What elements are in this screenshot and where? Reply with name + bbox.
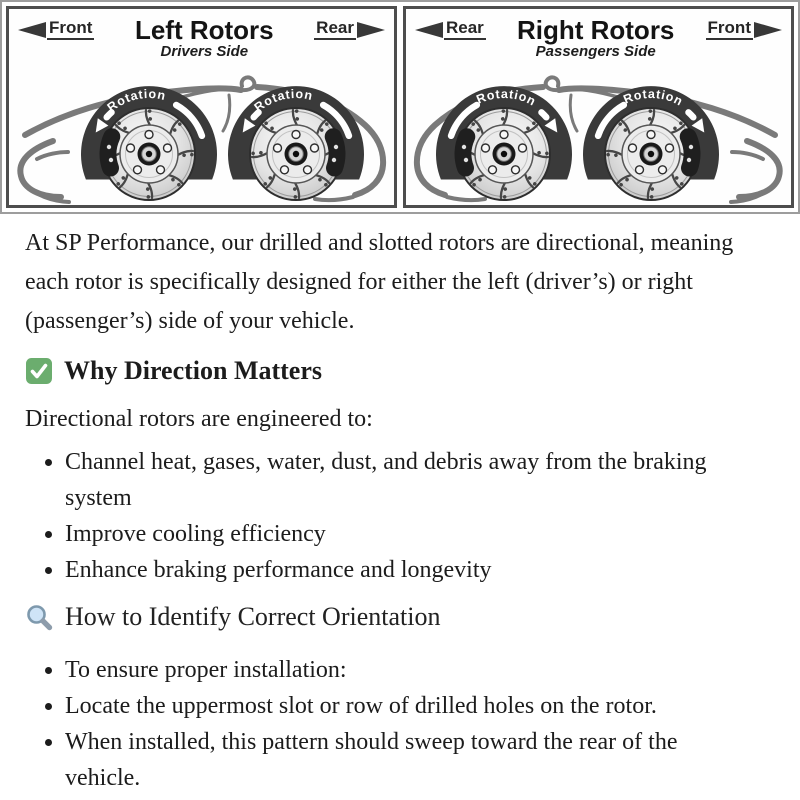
car-body-left-facing <box>20 77 383 202</box>
benefits-list <box>25 444 775 588</box>
right-arrow-icon <box>357 22 385 38</box>
car-body-right-facing <box>417 77 780 202</box>
panel-title-block <box>517 17 674 60</box>
front-direction-indicator <box>18 19 94 40</box>
check-mark-icon <box>25 357 53 385</box>
panel-right-header <box>406 9 791 60</box>
left-car-illustration <box>9 57 394 205</box>
orientation-steps-list <box>25 652 775 796</box>
panel-left-header <box>9 9 394 60</box>
list-item: • Locate the uppermost slot or row of drilled holes on the rotor. <box>65 688 750 724</box>
list-item: • To ensure proper installation: <box>65 652 750 688</box>
panel-title-block <box>135 17 274 60</box>
direction-label: Front <box>706 19 753 40</box>
panel-left-rotors <box>6 6 397 208</box>
article-body <box>0 224 800 796</box>
panel-subtitle: Drivers Side <box>160 43 249 60</box>
intro-paragraph: At SP Performance, our drilled and slotted rotors are directional, meaning each rotor is specifically designed for either the left (driver’s) or right (passenger’s) side of your vehicle. <box>25 230 734 334</box>
list-item: • Enhance braking performance and longevity <box>65 552 750 588</box>
rotation-label-front-wheel: Rotation <box>104 86 168 115</box>
lead-paragraph: Directional rotors are engineered to: <box>25 406 373 432</box>
panel-title: Right Rotors <box>516 15 675 45</box>
right-car-illustration <box>406 57 791 205</box>
left-arrow-icon <box>415 22 443 38</box>
left-arrow-icon <box>18 22 46 38</box>
direction-label: Rear <box>444 19 486 40</box>
list-item: • When installed, this pattern should sweep toward the rear of the vehicle. <box>65 724 750 796</box>
panel-subtitle: Passengers Side <box>535 43 656 60</box>
list-item: • Improve cooling efficiency <box>65 516 750 552</box>
right-arrow-icon <box>754 22 782 38</box>
front-direction-indicator <box>706 19 782 40</box>
heading-text: How to Identify Correct Orientation <box>65 602 441 631</box>
rear-direction-indicator <box>415 19 486 40</box>
heading-text: Why Direction Matters <box>64 356 323 385</box>
direction-label: Rear <box>314 19 356 40</box>
rotation-label-front-wheel: Rotation <box>621 86 686 109</box>
direction-label: Front <box>47 19 94 40</box>
rear-direction-indicator <box>314 19 385 40</box>
rotor-direction-diagram <box>0 0 800 214</box>
rotation-label-rear-wheel: Rotation <box>251 86 315 115</box>
rotation-label-rear-wheel: Rotation <box>474 86 539 109</box>
section-heading-how-to-identify <box>25 600 775 634</box>
panel-right-rotors <box>403 6 794 208</box>
panel-title: Left Rotors <box>134 15 274 45</box>
magnifying-glass-icon <box>25 603 54 632</box>
section-heading-why-direction-matters <box>25 354 775 388</box>
list-item: • Channel heat, gases, water, dust, and debris away from the braking system <box>65 444 750 516</box>
